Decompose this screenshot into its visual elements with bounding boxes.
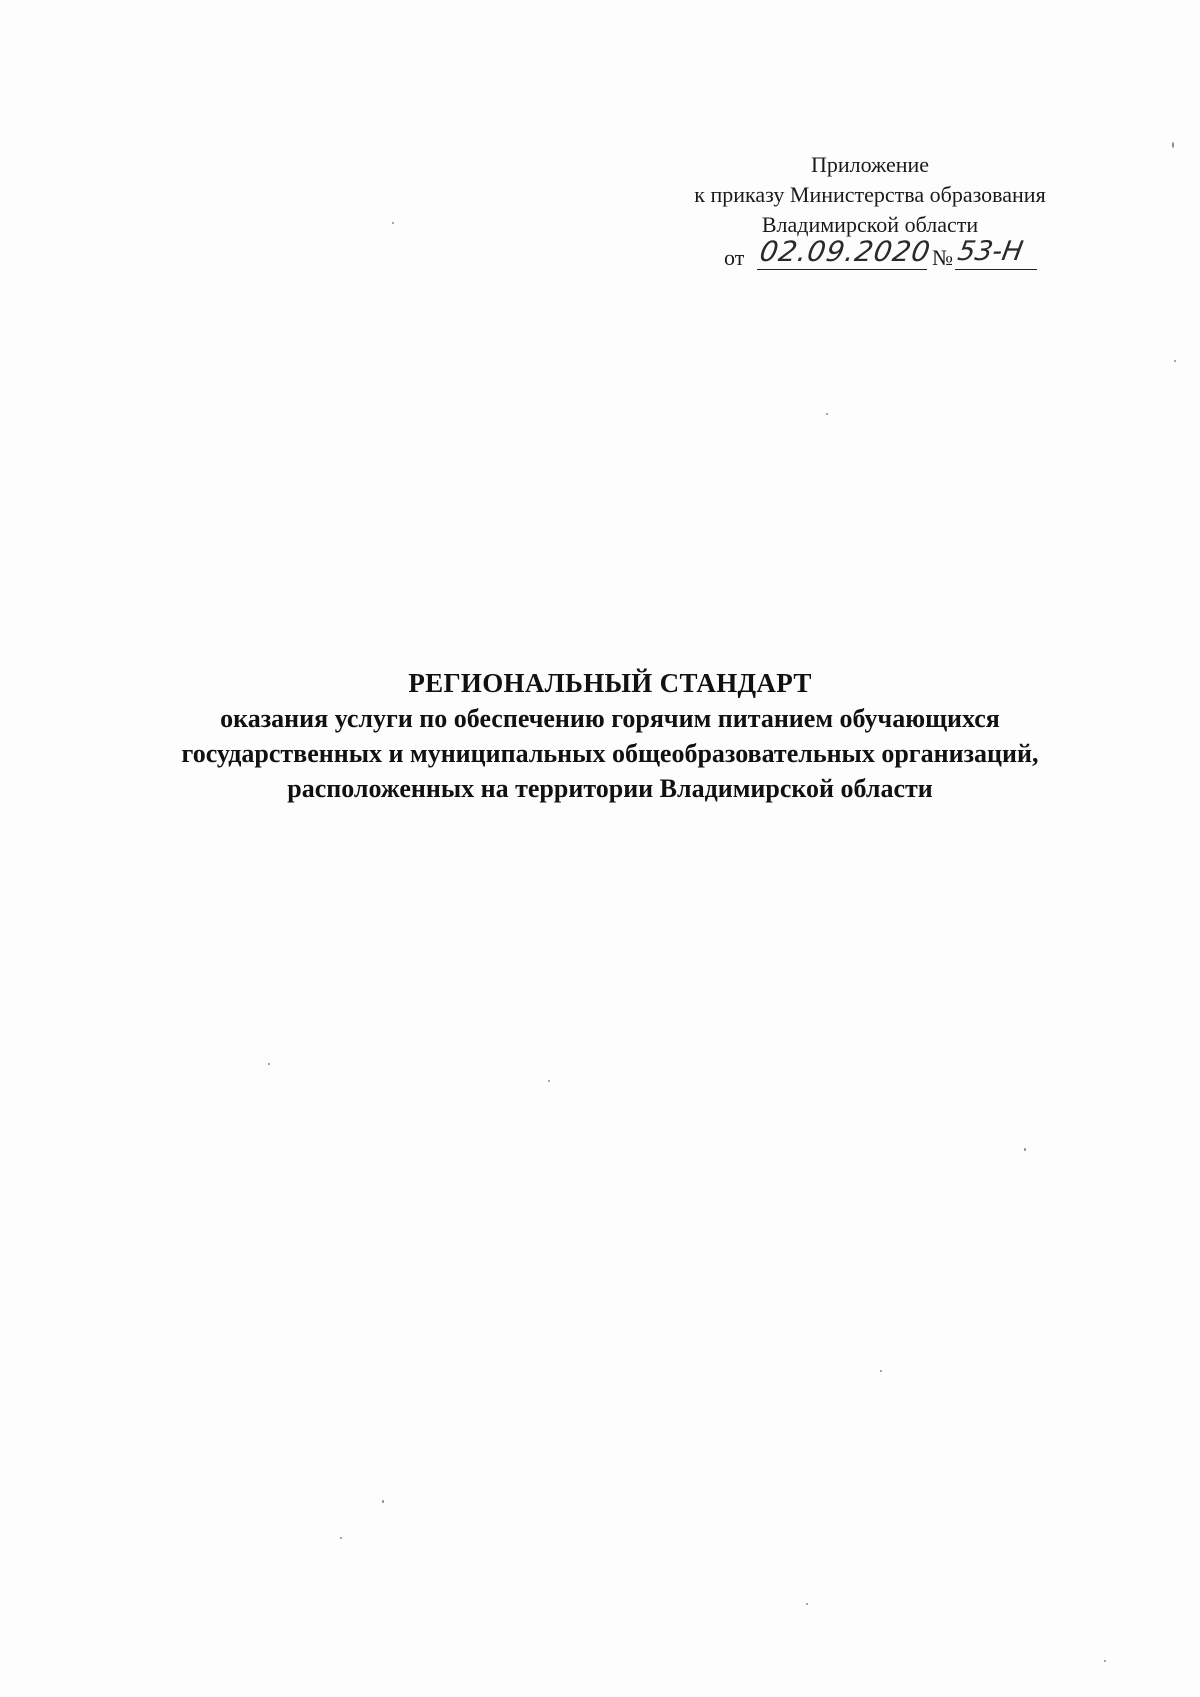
order-date-number-line	[724, 235, 1084, 275]
document-subtitle-line-3: расположенных на территории Владимирской области	[287, 774, 933, 803]
document-title-block	[160, 666, 1060, 806]
scan-speck	[880, 1370, 882, 1372]
handwritten-date: 02.09.2020	[757, 235, 934, 268]
appendix-header	[640, 150, 1100, 240]
scan-speck	[1104, 1660, 1106, 1662]
scan-speck	[268, 1063, 270, 1065]
scan-speck	[548, 1080, 550, 1082]
scan-speck	[806, 1603, 808, 1605]
scan-speck	[1172, 142, 1174, 148]
handwritten-order-number: 53-Н	[955, 235, 1043, 270]
document-subtitle-line-2: государственных и муниципальных общеобразовательных организаций,	[181, 739, 1039, 768]
appendix-region: Владимирской области	[761, 212, 979, 237]
scan-speck	[1024, 1148, 1026, 1151]
appendix-label: Приложение	[810, 152, 930, 177]
document-title: РЕГИОНАЛЬНЫЙ СТАНДАРТ	[408, 668, 812, 698]
date-prefix: от	[724, 245, 745, 270]
scan-speck	[826, 413, 828, 415]
scan-speck	[382, 1500, 384, 1503]
number-sign: №	[932, 245, 953, 270]
scan-speck	[340, 1537, 342, 1539]
appendix-order-reference: к приказу Министерства образования	[694, 182, 1046, 207]
scan-speck	[1174, 360, 1176, 362]
document-subtitle-line-1: оказания услуги по обеспечению горячим питанием обучающихся	[220, 704, 1000, 733]
scan-speck	[392, 222, 394, 224]
